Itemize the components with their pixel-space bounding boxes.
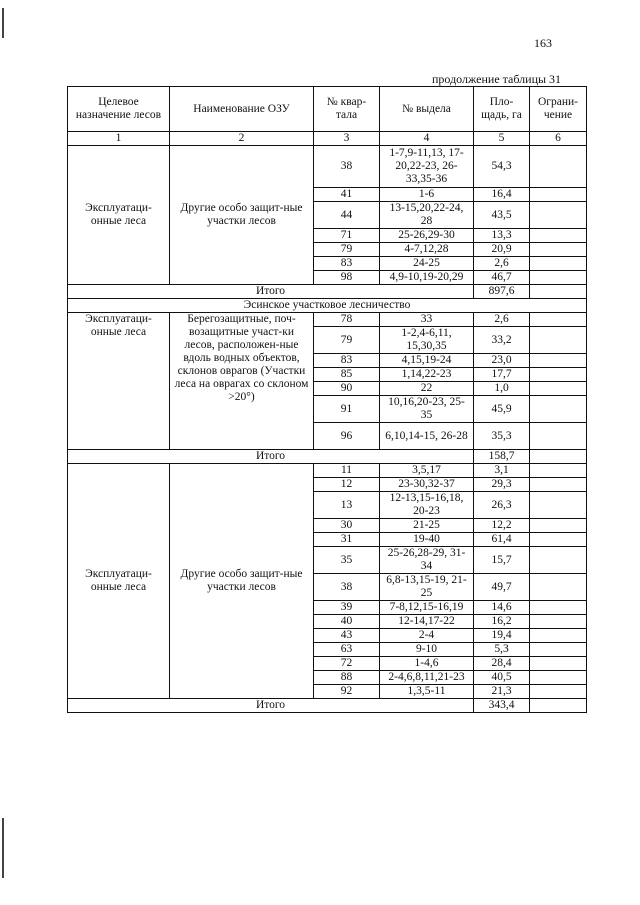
restriction-cell [530,492,587,519]
area-cell: 2,6 [474,257,530,271]
restriction-cell [530,354,587,368]
quarter-cell: 88 [314,671,380,685]
total-value: 343,4 [474,699,530,713]
quarter-cell: 98 [314,271,380,285]
restriction-cell [530,685,587,699]
restriction-cell [530,615,587,629]
vydel-cell: 4,15,19-24 [380,354,474,368]
area-cell: 20,9 [474,243,530,257]
area-cell: 17,7 [474,368,530,382]
column-number: 5 [474,132,530,146]
quarter-cell: 38 [314,146,380,188]
column-number: 4 [380,132,474,146]
header-area: Пло-щадь, га [474,87,530,132]
restriction-cell [530,547,587,574]
restriction-cell [530,629,587,643]
vydel-cell: 23-30,32-37 [380,478,474,492]
quarter-cell: 96 [314,423,380,450]
quarter-cell: 91 [314,396,380,423]
table-continuation-label: продолжение таблицы 31 [432,72,562,86]
column-number-row [68,132,587,146]
ozu-cell: Другие особо защит-ные участки лесов [170,464,314,699]
ozu-cell: Другие особо защит-ные участки лесов [170,146,314,285]
area-cell: 14,6 [474,601,530,615]
quarter-cell: 92 [314,685,380,699]
ozu-cell: Берегозащитные, поч-возащитные участ-ки лесов, расположен-ные вдоль водных объектов, склонов оврагов (Участки леса на оврагах со склоном >20°) [170,313,314,450]
quarter-cell: 11 [314,464,380,478]
restriction-cell [530,146,587,188]
area-cell: 40,5 [474,671,530,685]
area-cell: 21,3 [474,685,530,699]
restriction-cell [530,188,587,202]
vydel-cell: 25-26,29-30 [380,229,474,243]
purpose-cell: Эксплуатаци-онные леса [68,313,170,450]
vydel-cell: 1-7,9-11,13, 17-20,22-23, 26-33,35-36 [380,146,474,188]
restriction-cell [530,423,587,450]
area-cell: 46,7 [474,271,530,285]
section-row [68,299,587,313]
vydel-cell: 12-14,17-22 [380,615,474,629]
vydel-cell: 21-25 [380,519,474,533]
restriction-cell [530,464,587,478]
area-cell: 54,3 [474,146,530,188]
area-cell: 19,4 [474,629,530,643]
restriction-cell [530,574,587,601]
area-cell: 13,3 [474,229,530,243]
area-cell: 49,7 [474,574,530,601]
total-value: 897,6 [474,285,530,299]
page-number: 163 [534,36,552,50]
area-cell: 5,3 [474,643,530,657]
area-cell: 15,7 [474,547,530,574]
total-label: Итого [68,699,474,713]
area-cell: 28,4 [474,657,530,671]
restriction-cell [530,313,587,327]
total-row [68,450,587,464]
quarter-cell: 79 [314,327,380,354]
header-quarter: № квар-тала [314,87,380,132]
restriction-cell [530,327,587,354]
vydel-cell: 2-4,6,8,11,21-23 [380,671,474,685]
quarter-cell: 72 [314,657,380,671]
area-cell: 61,4 [474,533,530,547]
table-row [68,313,587,327]
total-value: 158,7 [474,450,530,464]
header-purpose: Целевое назначение лесов [68,87,170,132]
quarter-cell: 63 [314,643,380,657]
column-number: 2 [170,132,314,146]
restriction-cell [530,533,587,547]
area-cell: 35,3 [474,423,530,450]
total-restriction [530,699,587,713]
column-number: 1 [68,132,170,146]
quarter-cell: 44 [314,202,380,229]
area-cell: 45,9 [474,396,530,423]
vydel-cell: 24-25 [380,257,474,271]
quarter-cell: 30 [314,519,380,533]
vydel-cell: 4-7,12,28 [380,243,474,257]
vydel-cell: 7-8,12,15-16,19 [380,601,474,615]
purpose-cell: Эксплуатаци-онные леса [68,464,170,699]
table-row [68,146,587,188]
total-restriction [530,450,587,464]
vydel-cell: 1,14,22-23 [380,368,474,382]
header-ozu-name: Наименование ОЗУ [170,87,314,132]
vydel-cell: 12-13,15-16,18, 20-23 [380,492,474,519]
area-cell: 3,1 [474,464,530,478]
restriction-cell [530,257,587,271]
quarter-cell: 13 [314,492,380,519]
vydel-cell: 1,3,5-11 [380,685,474,699]
header-restriction: Ограни-чение [530,87,587,132]
quarter-cell: 43 [314,629,380,643]
restriction-cell [530,396,587,423]
restriction-cell [530,657,587,671]
area-cell: 16,2 [474,615,530,629]
quarter-cell: 40 [314,615,380,629]
section-title: Эсинское участковое лесничество [68,299,587,313]
vydel-cell: 2-4 [380,629,474,643]
quarter-cell: 71 [314,229,380,243]
quarter-cell: 41 [314,188,380,202]
vydel-cell: 19-40 [380,533,474,547]
restriction-cell [530,271,587,285]
area-cell: 26,3 [474,492,530,519]
area-cell: 33,2 [474,327,530,354]
area-cell: 2,6 [474,313,530,327]
scan-edge-mark-top [2,8,4,38]
vydel-cell: 25-26,28-29, 31-34 [380,547,474,574]
quarter-cell: 12 [314,478,380,492]
vydel-cell: 10,16,20-23, 25-35 [380,396,474,423]
vydel-cell: 1-6 [380,188,474,202]
quarter-cell: 39 [314,601,380,615]
header-vydel: № выдела [380,87,474,132]
vydel-cell: 3,5,17 [380,464,474,478]
restriction-cell [530,671,587,685]
area-cell: 43,5 [474,202,530,229]
restriction-cell [530,202,587,229]
area-cell: 1,0 [474,382,530,396]
restriction-cell [530,229,587,243]
total-label: Итого [68,450,474,464]
vydel-cell: 4,9-10,19-20,29 [380,271,474,285]
vydel-cell: 13-15,20,22-24, 28 [380,202,474,229]
restriction-cell [530,243,587,257]
vydel-cell: 1-4,6 [380,657,474,671]
table-row [68,464,587,478]
restriction-cell [530,368,587,382]
quarter-cell: 85 [314,368,380,382]
area-cell: 23,0 [474,354,530,368]
column-number: 3 [314,132,380,146]
quarter-cell: 90 [314,382,380,396]
quarter-cell: 38 [314,574,380,601]
scan-edge-mark-bottom [2,818,4,878]
quarter-cell: 83 [314,257,380,271]
restriction-cell [530,382,587,396]
purpose-cell: Эксплуатаци-онные леса [68,146,170,285]
vydel-cell: 6,10,14-15, 26-28 [380,423,474,450]
area-cell: 16,4 [474,188,530,202]
restriction-cell [530,601,587,615]
restriction-cell [530,519,587,533]
quarter-cell: 78 [314,313,380,327]
total-row [68,699,587,713]
header-row [68,87,587,132]
vydel-cell: 33 [380,313,474,327]
restriction-cell [530,478,587,492]
quarter-cell: 35 [314,547,380,574]
quarter-cell: 79 [314,243,380,257]
area-cell: 12,2 [474,519,530,533]
quarter-cell: 83 [314,354,380,368]
restriction-cell [530,643,587,657]
column-number: 6 [530,132,587,146]
total-restriction [530,285,587,299]
vydel-cell: 22 [380,382,474,396]
quarter-cell: 31 [314,533,380,547]
vydel-cell: 6,8-13,15-19, 21-25 [380,574,474,601]
vydel-cell: 9-10 [380,643,474,657]
total-label: Итого [68,285,474,299]
forest-table [67,86,587,713]
area-cell: 29,3 [474,478,530,492]
vydel-cell: 1-2,4-6,11, 15,30,35 [380,327,474,354]
total-row [68,285,587,299]
